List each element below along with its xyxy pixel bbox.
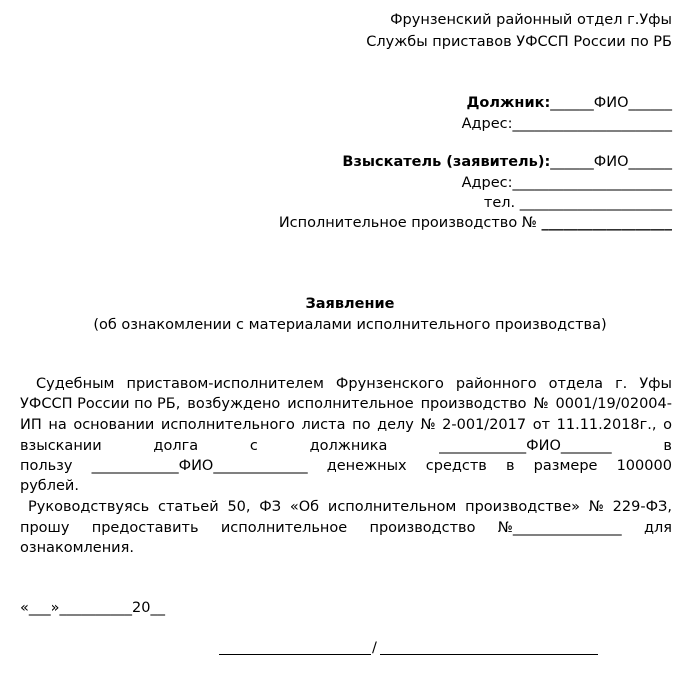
claimant-address-label: Адрес:: [461, 175, 513, 191]
body-word: Руководствуясь: [28, 499, 150, 515]
body-word: 229-ФЗ,: [612, 499, 672, 515]
body-line-2: [20, 394, 672, 414]
body-word: исполнительного: [160, 417, 295, 433]
body-word: пользу: [20, 458, 73, 474]
body-word: №_______________: [497, 520, 622, 536]
body-word: ИП: [20, 417, 42, 433]
body-line-5: [20, 456, 672, 476]
body-word: на: [48, 417, 67, 433]
body-word: г.: [615, 376, 628, 392]
body-word: возбуждено: [187, 396, 281, 412]
body-word: ____________ФИО_______: [439, 438, 612, 454]
claimant-address-field: ______________________: [512, 175, 672, 191]
body-word: 50,: [227, 499, 251, 515]
body-word: исполнительном: [327, 499, 457, 515]
body-line-1: [36, 374, 672, 394]
body-word: по: [352, 417, 371, 433]
body-word: 2-001/2017: [442, 417, 527, 433]
body-word: средств: [425, 458, 487, 474]
body-word: о: [663, 417, 672, 433]
body-word: листа: [301, 417, 346, 433]
body-word: Уфы: [639, 376, 672, 392]
body-word: делу: [377, 417, 414, 433]
case-number-field: __________________: [541, 215, 672, 231]
body-word: прошу: [20, 520, 70, 536]
body-word: денежных: [326, 458, 407, 474]
body-word: Судебным: [36, 376, 115, 392]
body-word: УФССП России по РБ,: [20, 396, 181, 412]
body-word: взыскании: [20, 438, 102, 454]
body-word: ____________ФИО_____________: [91, 458, 308, 474]
body-word: №: [420, 417, 436, 433]
body-word: производство: [420, 396, 527, 412]
body-word: районного: [455, 376, 537, 392]
body-line-7: [28, 497, 672, 517]
body-word: статьей: [157, 499, 219, 515]
body-word: с: [249, 438, 258, 454]
office-line-1: Фрунзенский районный отдел г.Уфы: [390, 12, 672, 28]
body-line-8: [20, 518, 672, 538]
signature-line: [219, 654, 371, 655]
body-word: долга: [153, 438, 199, 454]
claimant-line: [342, 152, 672, 172]
body-word: предоставить: [91, 520, 199, 536]
body-word: 11.11.2018г.,: [556, 417, 657, 433]
date-field: «___»__________20__: [20, 600, 165, 616]
body-word: производстве»: [465, 499, 580, 515]
body-word: отдела: [548, 376, 604, 392]
body-word: производство: [369, 520, 476, 536]
body-word: исполнительное: [287, 396, 414, 412]
debtor-label: Должник:: [466, 95, 551, 111]
claimant-name-field: ______ФИО______: [550, 154, 672, 170]
claimant-label: Взыскатель (заявитель):: [342, 154, 551, 170]
office-line-2: Службы приставов УФССП России по РБ: [366, 34, 672, 50]
body-word: размере: [533, 458, 598, 474]
body-word: основании: [73, 417, 155, 433]
body-line-3: [20, 415, 672, 435]
document-subtitle: (об ознакомлении с материалами исполнительного производства): [93, 317, 607, 333]
claimant-phone-line: [484, 193, 672, 213]
signature-separator: /: [372, 640, 377, 656]
body-word: исполнительное: [220, 520, 348, 536]
debtor-address-label: Адрес:: [461, 116, 513, 132]
document-title: Заявление: [305, 296, 395, 312]
debtor-name-field: ______ФИО______: [550, 95, 672, 111]
body-word: 100000: [616, 458, 672, 474]
body-word: «Об: [289, 499, 320, 515]
case-number-line: [279, 213, 672, 233]
body-word: ФЗ: [259, 499, 282, 515]
case-number-label: Исполнительное производство №: [278, 215, 537, 231]
body-word: приставом-исполнителем: [126, 376, 324, 392]
claimant-address-line: [462, 173, 672, 193]
body-line-9: ознакомления.: [20, 540, 134, 556]
claimant-phone-label: тел.: [483, 195, 516, 211]
debtor-line: [467, 93, 673, 113]
body-word: должника: [309, 438, 388, 454]
body-line-4: [20, 436, 672, 456]
body-word: 0001/19/02004-: [555, 396, 672, 412]
body-word: Фрунзенского: [335, 376, 444, 392]
debtor-address-field: ______________________: [512, 116, 672, 132]
body-word: в: [505, 458, 515, 474]
body-word: №: [588, 499, 604, 515]
body-word: для: [643, 520, 672, 536]
body-line-6: рублей.: [20, 478, 79, 494]
body-word: от: [532, 417, 551, 433]
name-line: [380, 654, 598, 655]
claimant-phone-field: _____________________: [519, 195, 672, 211]
body-word: в: [663, 438, 672, 454]
body-word: №: [533, 396, 549, 412]
debtor-address-line: [462, 114, 672, 134]
